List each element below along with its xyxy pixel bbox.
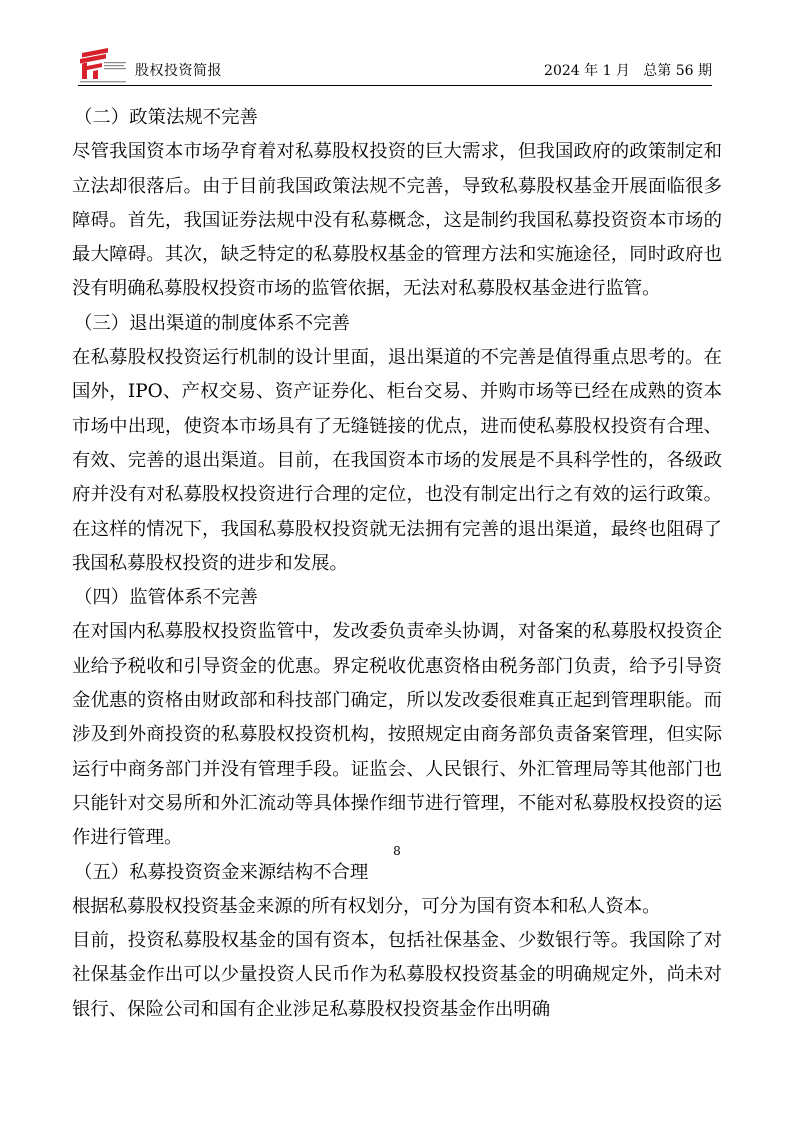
paragraph: 在对国内私募股权投资监管中，发改委负责牵头协调，对备案的私募股权投资企业给予税收和引导资金的优惠。界定税收优惠资格由税务部门负责，给予引导资金优惠的资格由财政部和科技部门确定，所以发改委很难真正起到管理职能。而涉及到外商投资的私募股权投资机构，按照规定由商务部负责备案管理，但实际运行中商务部门并没有管理手段。证监会、人民银行、外汇管理局等其他部门也只能针对交易所和外汇流动等具体操作细节进行管理，不能对私募股权投资的运作进行管理。 xyxy=(72,621,722,849)
paragraph: 目前，投资私募股权基金的国有资本，包括社保基金、少数银行等。我国除了对社保基金作出可以少量投资人民币作为私募股权投资基金的明确规定外，尚未对银行、保险公司和国有企业涉足私募股权投资基金作出明确 xyxy=(72,930,722,1020)
section-heading: （二）政策法规不完善 xyxy=(74,107,258,128)
section-heading: （三）退出渠道的制度体系不完善 xyxy=(74,312,350,334)
section-heading: （四）监管体系不完善 xyxy=(74,587,258,609)
issue-info: 2024 年 1 月 总第 56 期 xyxy=(544,63,712,79)
article-body xyxy=(72,101,722,1027)
association-logo xyxy=(78,48,130,84)
section-regulation xyxy=(72,581,722,855)
paragraph: 根据私募股权投资基金来源的所有权划分，可分为国有资本和私人资本。 xyxy=(72,895,661,917)
section-policy xyxy=(72,101,722,307)
section-heading: （五）私募投资资金来源结构不合理 xyxy=(74,861,369,883)
page-number: 8 xyxy=(393,844,401,858)
section-exit-channels xyxy=(72,307,722,581)
paragraph: 在私募股权投资运行机制的设计里面，退出渠道的不完善是值得重点思考的。在国外，IPO、产权交易、资产证券化、柜台交易、并购市场等已经在成熟的资本市场中出现，使资本市场具有了无缝链接的优点，进而使私募股权投资有合理、有效、完善的退出渠道。目前，在我国资本市场的发展是不具科学性的，各级政府并没有对私募股权投资进行合理的定位，也没有制定出行之有效的运行政策。在这样的情况下，我国私募股权投资就无法拥有完善的退出渠道，最终也阻碍了我国私募股权投资的进步和发展。 xyxy=(72,347,722,574)
header-rule xyxy=(78,85,712,86)
paragraph: 尽管我国资本市场孕育着对私募股权投资的巨大需求，但我国政府的政策制定和立法却很落后。由于目前我国政策法规不完善，导致私募股权基金开展面临很多障碍。首先，我国证券法规中没有私募概念，这是制约我国私募投资资本市场的最大障碍。其次，缺乏特定的私募股权基金的管理方法和实施途径，同时政府也没有明确私募股权投资市场的监管依据，无法对私募股权基金进行监管。 xyxy=(72,141,722,300)
publication-title: 股权投资简报 xyxy=(135,63,222,79)
section-funding-sources xyxy=(72,856,722,1027)
page-header xyxy=(78,48,712,86)
